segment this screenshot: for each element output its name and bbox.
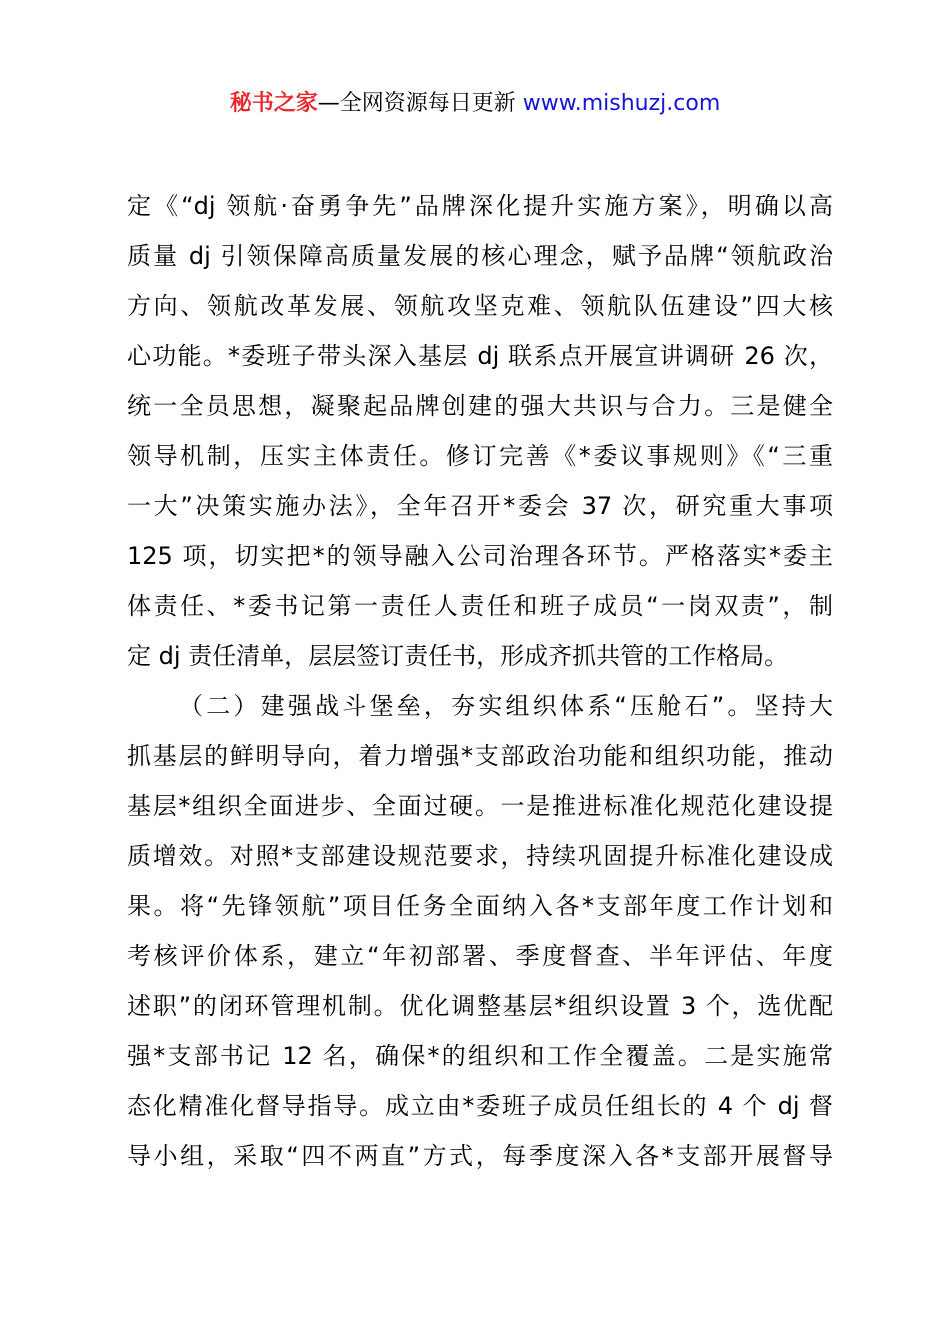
text-line: 抓基层的鲜明导向，着力增强*支部政治功能和组织功能，推动 — [127, 742, 833, 770]
text-line: 导小组，采取“四不两直”方式，每季度深入各*支部开展督导 — [127, 1142, 833, 1170]
text-line: 果。将“先锋领航”项目任务全面纳入各*支部年度工作计划和 — [127, 892, 833, 920]
text-line: 定 dj 责任清单，层层签订责任书，形成齐抓共管的工作格局。 — [127, 642, 789, 670]
text-line: 125 项，切实把*的领导融入公司治理各环节。严格落实*委主 — [127, 542, 833, 570]
text-line: 强*支部书记 12 名，确保*的组织和工作全覆盖。二是实施常 — [127, 1042, 833, 1070]
header-tagline: —全网资源每日更新 — [317, 91, 523, 116]
text-line: 态化精准化督导指导。成立由*委班子成员任组长的 4 个 dj 督 — [127, 1092, 833, 1120]
text-line: 心功能。*委班子带头深入基层 dj 联系点开展宣讲调研 26 次， — [127, 342, 833, 370]
website-url[interactable]: www.mishuzj.com — [522, 91, 721, 116]
text-line: 述职”的闭环管理机制。优化调整基层*组织设置 3 个，选优配 — [127, 992, 833, 1020]
text-line: 质增效。对照*支部建设规范要求，持续巩固提升标准化建设成 — [127, 842, 833, 870]
brand-name: 秘书之家 — [229, 91, 318, 116]
section-heading-line: （二）建强战斗堡垒，夯实组织体系“压舱石”。坚持大 — [179, 692, 833, 720]
text-line: 一大”决策实施办法》，全年召开*委会 37 次，研究重大事项 — [127, 492, 833, 520]
text-line: 体责任、*委书记第一责任人责任和班子成员“一岗双责”，制 — [127, 592, 833, 620]
text-line: 统一全员思想，凝聚起品牌创建的强大共识与合力。三是健全 — [127, 392, 833, 420]
text-line: 基层*组织全面进步、全面过硬。一是推进标准化规范化建设提 — [127, 792, 833, 820]
text-line: 方向、领航改革发展、领航攻坚克难、领航队伍建设”四大核 — [127, 292, 833, 320]
text-line: 考核评价体系，建立“年初部署、季度督查、半年评估、年度 — [127, 942, 833, 970]
text-line: 定《“dj 领航·奋勇争先”品牌深化提升实施方案》，明确以高 — [127, 192, 833, 220]
document-body — [127, 181, 833, 1181]
text-line: 质量 dj 引领保障高质量发展的核心理念，赋予品牌“领航政治 — [127, 242, 833, 270]
page-header — [0, 88, 950, 120]
text-line: 领导机制，压实主体责任。修订完善《*委议事规则》《“三重 — [127, 442, 833, 470]
